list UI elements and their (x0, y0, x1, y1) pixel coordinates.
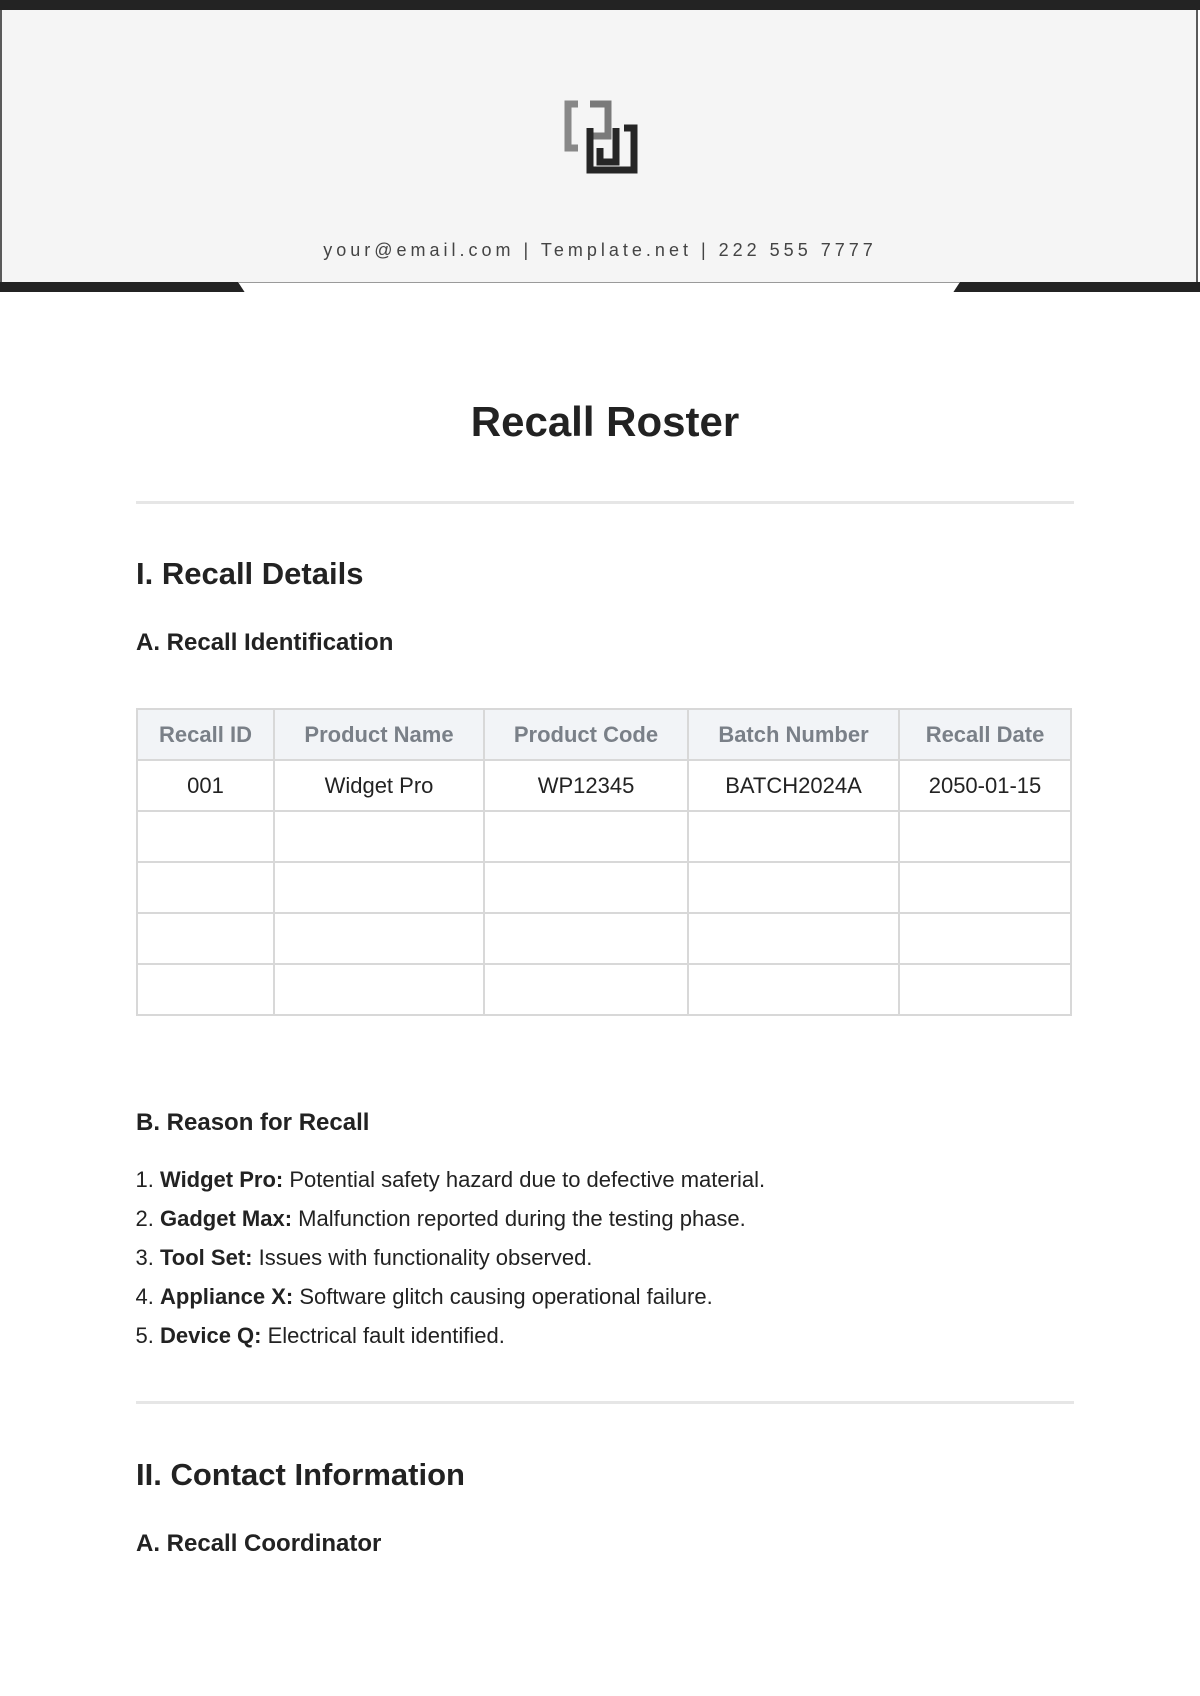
table-cell (274, 862, 484, 913)
reason-item-name: Gadget Max: (160, 1206, 293, 1231)
list-item (160, 1199, 1060, 1238)
top-bar (0, 0, 1200, 10)
reason-item-text: Malfunction reported during the testing phase. (292, 1206, 746, 1231)
table-cell (899, 811, 1071, 862)
subsection-heading-recall-coordinator: A. Recall Coordinator (136, 1530, 382, 1557)
list-item (160, 1238, 1060, 1277)
table-cell (274, 913, 484, 964)
subsection-heading-reason-for-recall: B. Reason for Recall (136, 1109, 370, 1136)
reason-item-name: Appliance X: (160, 1284, 294, 1309)
table-row (137, 964, 1071, 1015)
divider (136, 1401, 1074, 1404)
table-cell (484, 811, 688, 862)
table-row (137, 913, 1071, 964)
table-cell: 2050-01-15 (899, 760, 1071, 811)
table-cell (484, 964, 688, 1015)
section-heading-contact-information: II. Contact Information (136, 1457, 465, 1492)
reason-item-text: Issues with functionality observed. (252, 1245, 593, 1270)
reason-item-name: Widget Pro: (160, 1167, 284, 1192)
reason-list (136, 1160, 1060, 1355)
column-header-product-code: Product Code (484, 709, 688, 760)
recall-identification-table (136, 708, 1072, 1016)
table-cell: WP12345 (484, 760, 688, 811)
table-cell (137, 862, 274, 913)
table-cell (899, 964, 1071, 1015)
table-row (137, 862, 1071, 913)
reason-item-text: Potential safety hazard due to defective material. (283, 1167, 766, 1192)
table-row (137, 760, 1071, 811)
table-cell (274, 964, 484, 1015)
table-cell (899, 862, 1071, 913)
reason-item-text: Software glitch causing operational failure. (293, 1284, 713, 1309)
header-bottom-tab (238, 282, 960, 293)
list-item (160, 1160, 1060, 1199)
table-cell (688, 862, 899, 913)
table-cell (274, 811, 484, 862)
table-cell (688, 964, 899, 1015)
header-contact-line: your@email.com | Template.net | 222 555 7777 (323, 240, 877, 260)
table-cell: 001 (137, 760, 274, 811)
reason-item-name: Device Q: (160, 1323, 262, 1348)
divider (136, 501, 1074, 504)
section-heading-recall-details: I. Recall Details (136, 556, 364, 591)
table-row (137, 811, 1071, 862)
document-title: Recall Roster (470, 398, 740, 445)
list-item (160, 1316, 1060, 1355)
table-cell: BATCH2024A (688, 760, 899, 811)
column-header-recall-date: Recall Date (899, 709, 1071, 760)
table-cell (484, 913, 688, 964)
subsection-heading-recall-identification: A. Recall Identification (136, 629, 394, 656)
column-header-product-name: Product Name (274, 709, 484, 760)
reason-item-text: Electrical fault identified. (261, 1323, 505, 1348)
table-cell: Widget Pro (274, 760, 484, 811)
logo-icon (564, 98, 638, 178)
column-header-batch-number: Batch Number (688, 709, 899, 760)
reason-item-name: Tool Set: (160, 1245, 253, 1270)
table-cell (137, 811, 274, 862)
table-cell (688, 811, 899, 862)
table-header-row (137, 709, 1071, 760)
list-item (160, 1277, 1060, 1316)
table-cell (137, 964, 274, 1015)
column-header-recall-id: Recall ID (137, 709, 274, 760)
table-cell (484, 862, 688, 913)
table-cell (899, 913, 1071, 964)
table-cell (137, 913, 274, 964)
table-cell (688, 913, 899, 964)
